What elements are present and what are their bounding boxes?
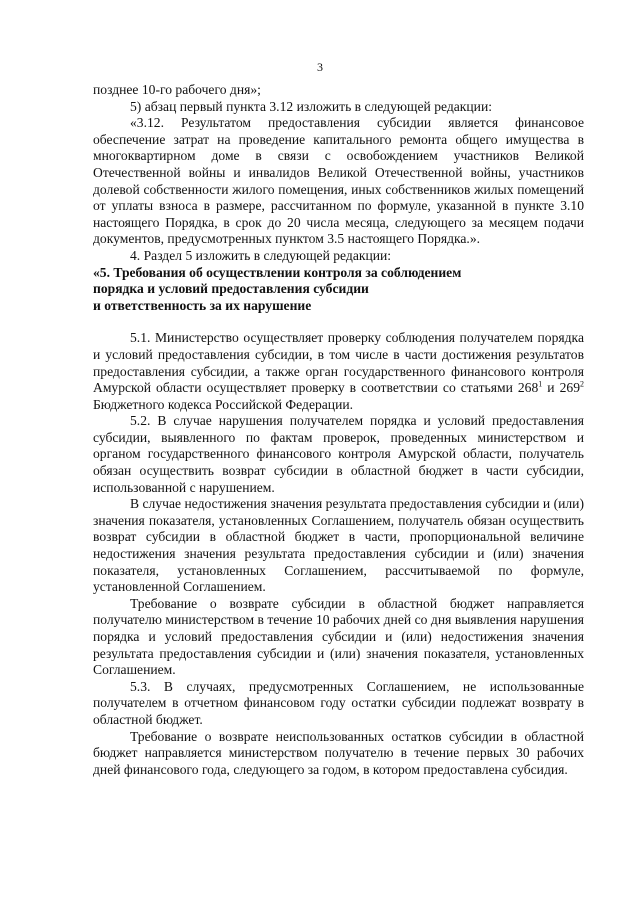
paragraph-5-3: 5.3. В случаях, предусмотренных Соглашением, не использованные получателем в отчетном финансовом году остатки субсидии подлежат возврату в областной бюджет. xyxy=(93,678,584,727)
paragraph-section-5-intro: 4. Раздел 5 изложить в следующей редакции: xyxy=(130,247,392,263)
paragraph-5-1-text-c: Бюджетного кодекса Российской Федерации. xyxy=(93,396,354,412)
superscript-2: 2 xyxy=(580,379,584,389)
section-heading-line-2: порядка и условий предоставления субсидии xyxy=(93,281,369,297)
paragraph-5-1-text-b: и 269 xyxy=(542,380,580,396)
paragraph-return-requirement: Требование о возврате субсидии в областной бюджет направляется получателю министерством в течение 10 рабочих дней со дня выявления нарушения порядка и условий предоставления субсидии и (или) недостижения значения результата предоставления субсидии и (или) значения показателя, установленных Соглашением. xyxy=(93,595,584,678)
paragraph-amendment-5: 5) абзац первый пункта 3.12 изложить в следующей редакции: xyxy=(130,98,493,114)
paragraph-unused-balance: Требование о возврате неиспользованных остатков субсидии в областной бюджет направляется министерством получателю в течение первых 30 рабочих дней финансового года, следующего за годом, в котором предоставлена субсидия. xyxy=(93,728,584,777)
spacer xyxy=(93,314,584,330)
section-heading-line-1: «5. Требования об осуществлении контроля за соблюдением xyxy=(93,264,462,280)
paragraph-5-1 xyxy=(93,330,584,413)
paragraph-5-2: 5.2. В случае нарушения получателем порядка и условий предоставления субсидии, выявленного по фактам проверок, проведенных министерством и органом государственного финансового контроля Амурской области, получатель обязан осуществить возврат субсидии в областной бюджет в части субсидии, использованной с нарушением. xyxy=(93,413,584,495)
paragraph-5-1-text-a: 5.1. Министерство осуществляет проверку соблюдения получателем порядка и условий предоставления субсидии, в том числе в части достижения результатов предоставления субсидии, а также орган государственного финансового контроля Амурской области осуществляет проверку в соответствии со статьями 268 xyxy=(93,330,584,396)
section-heading-line-3: и ответственность за их нарушение xyxy=(93,297,312,313)
superscript-1: 1 xyxy=(538,379,543,389)
paragraph-nondachievement: В случае недостижения значения результата предоставления субсидии и (или) значения показателя, установленных Соглашением, получатель обязан осуществить возврат субсидии в областной бюджет в части, пропорциональной величине недостижения значения результата предоставления субсидии и (или) значения показателя, установленных Соглашением, рассчитываемой по формуле, установленной Соглашением. xyxy=(93,496,584,595)
page-number: 3 xyxy=(317,60,323,74)
paragraph-3-12: «3.12. Результатом предоставления субсидии является финансовое обеспечение затрат на проведение капитального ремонта общего имущества в многоквартирном доме в связи с освобождением участников Великой Отечественной войны и инвалидов Великой Отечественной войны, участников долевой собственности жилого помещения, иных собственников жилых помещений от уплаты взноса в размере, рассчитанном по формуле, указанной в пункте 3.10 настоящего Порядка, в срок до 20 числа месяца, следующего за месяцем подачи документов, предусмотренных пунктом 3.5 настоящего Порядка.». xyxy=(93,115,584,247)
paragraph-continuation: позднее 10-го рабочего дня»; xyxy=(93,82,261,97)
document-body xyxy=(93,82,584,778)
